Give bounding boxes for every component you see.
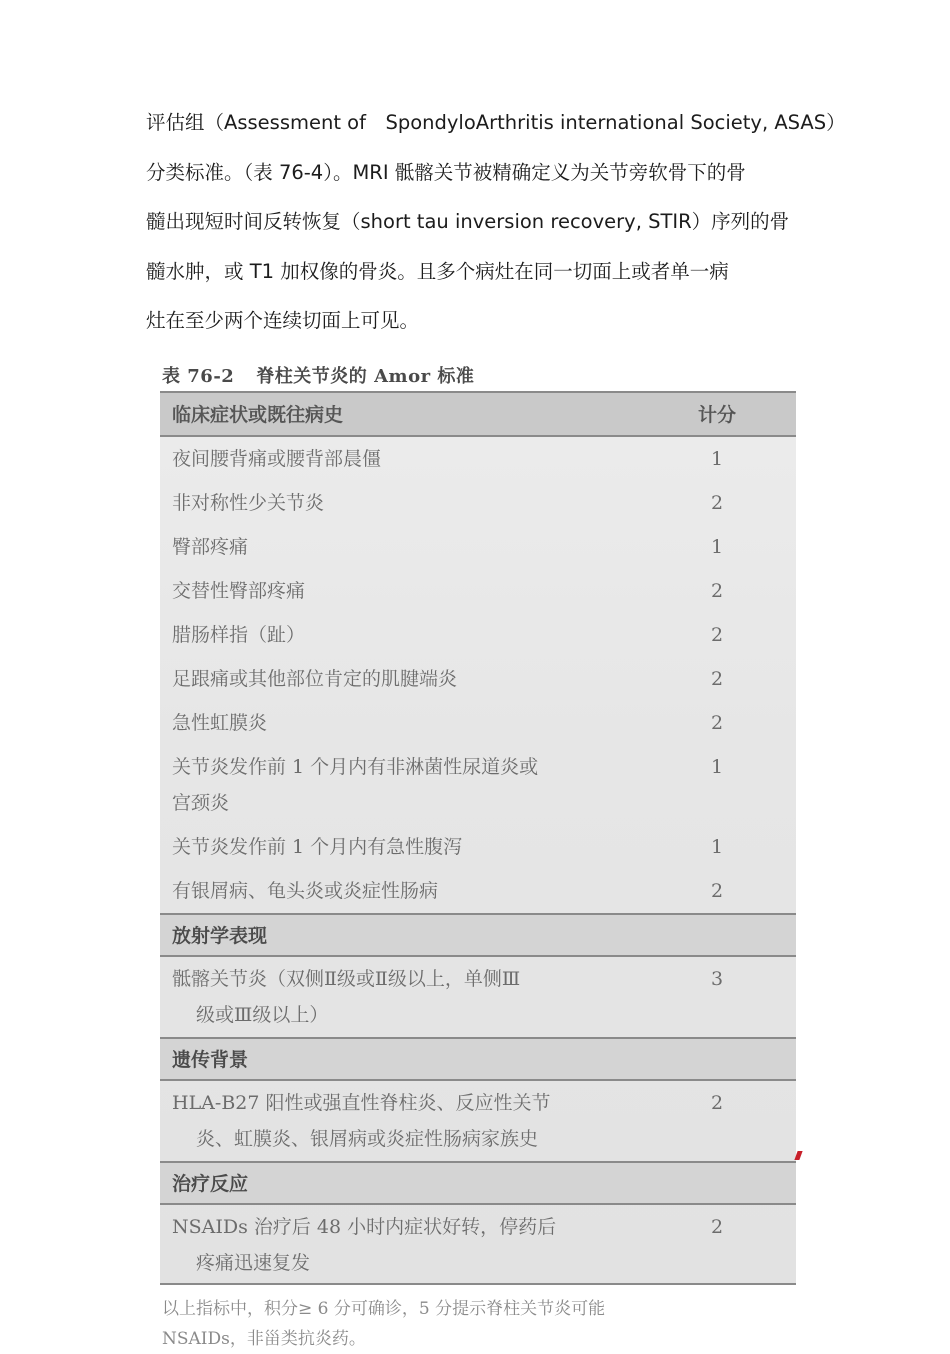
criterion-label: 腊肠样指（趾）	[172, 624, 306, 646]
criterion-score: 2	[710, 668, 724, 690]
criterion-score: 2	[710, 880, 724, 902]
table-row	[160, 825, 796, 869]
table-caption	[162, 362, 474, 388]
criterion-score: 3	[710, 968, 724, 990]
criterion-label	[172, 749, 656, 821]
footnote-line: NSAIDs，非甾类抗炎药。	[162, 1329, 366, 1349]
table-row	[160, 481, 796, 525]
body-paragraph	[146, 98, 846, 346]
paragraph-line: 髓水肿，或 T1 加权像的骨炎。且多个病灶在同一切面上或者单一病	[146, 259, 729, 283]
criterion-label-line: HLA-B27 阳性或强直性脊柱炎、反应性关节	[172, 1092, 551, 1114]
criterion-score: 1	[710, 836, 724, 858]
section-header-genetics	[160, 1037, 796, 1081]
paragraph-line: 分类标准。（表 76-4）。MRI 骶髂关节被精确定义为关节旁软骨下的骨	[146, 160, 746, 184]
table-row	[160, 957, 796, 1037]
criteria-column-header: 临床症状或既往病史	[172, 404, 344, 426]
table-row	[160, 1081, 796, 1161]
criterion-label: 急性虹膜炎	[172, 712, 268, 734]
paragraph-line: 灶在至少两个连续切面上可见。	[146, 309, 420, 332]
criterion-label	[172, 1209, 656, 1281]
table-footnote	[162, 1294, 605, 1354]
criterion-label: 非对称性少关节炎	[172, 492, 325, 514]
criterion-score: 2	[710, 1216, 724, 1238]
table-title: 脊柱关节炎的 Amor 标准	[256, 366, 475, 387]
criterion-label: 交替性臀部疼痛	[172, 580, 306, 602]
criterion-label: 足跟痛或其他部位肯定的肌腱端炎	[172, 668, 458, 690]
criterion-label-line: 关节炎发作前 1 个月内有非淋菌性尿道炎或	[172, 756, 539, 778]
footnote-line: 以上指标中，积分≥ 6 分可确诊，5 分提示脊柱关节炎可能	[162, 1299, 606, 1319]
table-row	[160, 657, 796, 701]
criterion-label-line: 级或Ⅲ级以上）	[196, 1004, 329, 1026]
criterion-label-line: 骶髂关节炎（双侧Ⅱ级或Ⅱ级以上，单侧Ⅲ	[172, 968, 521, 990]
paragraph-line: 评估组（Assessment of SpondyloArthritis international Society, ASAS）	[146, 111, 846, 134]
section-title: 遗传背景	[172, 1049, 249, 1071]
table-row	[160, 701, 796, 745]
criterion-label: 臀部疼痛	[172, 536, 249, 558]
criterion-label-line: 炎、虹膜炎、银屑病或炎症性肠病家族史	[196, 1128, 539, 1150]
criterion-score: 2	[710, 1092, 724, 1114]
amor-criteria-table	[160, 391, 796, 1285]
criterion-score: 2	[710, 712, 724, 734]
table-row	[160, 569, 796, 613]
table-row	[160, 525, 796, 569]
criterion-label-line: 宫颈炎	[172, 792, 230, 814]
criterion-label-line: NSAIDs 治疗后 48 小时内症状好转，停药后	[172, 1216, 557, 1238]
table-row	[160, 437, 796, 481]
section-header-treatment	[160, 1161, 796, 1205]
criterion-label	[172, 1085, 656, 1157]
criterion-score: 2	[710, 580, 724, 602]
section-title: 放射学表现	[172, 925, 268, 947]
criterion-score: 1	[710, 756, 724, 778]
criterion-label: 关节炎发作前 1 个月内有急性腹泻	[172, 836, 463, 858]
table-row	[160, 869, 796, 913]
criterion-label: 有银屑病、龟头炎或炎症性肠病	[172, 880, 439, 902]
criterion-score: 2	[710, 492, 724, 514]
criterion-score: 1	[710, 536, 724, 558]
criterion-label	[172, 961, 656, 1033]
section-header-radiology	[160, 913, 796, 957]
table-row	[160, 745, 796, 825]
table-number: 表 76-2	[162, 366, 235, 387]
table-header-row	[160, 391, 796, 437]
paragraph-line: 髓出现短时间反转恢复（short tau inversion recovery, STIR）序列的骨	[146, 210, 790, 233]
criterion-score: 2	[710, 624, 724, 646]
score-column-header: 计分	[697, 404, 736, 426]
criterion-label: 夜间腰背痛或腰背部晨僵	[172, 448, 382, 470]
table-row	[160, 1205, 796, 1285]
table-row	[160, 613, 796, 657]
criterion-label-line: 疼痛迅速复发	[196, 1252, 311, 1274]
section-title: 治疗反应	[172, 1173, 249, 1195]
criterion-score: 1	[710, 448, 724, 470]
